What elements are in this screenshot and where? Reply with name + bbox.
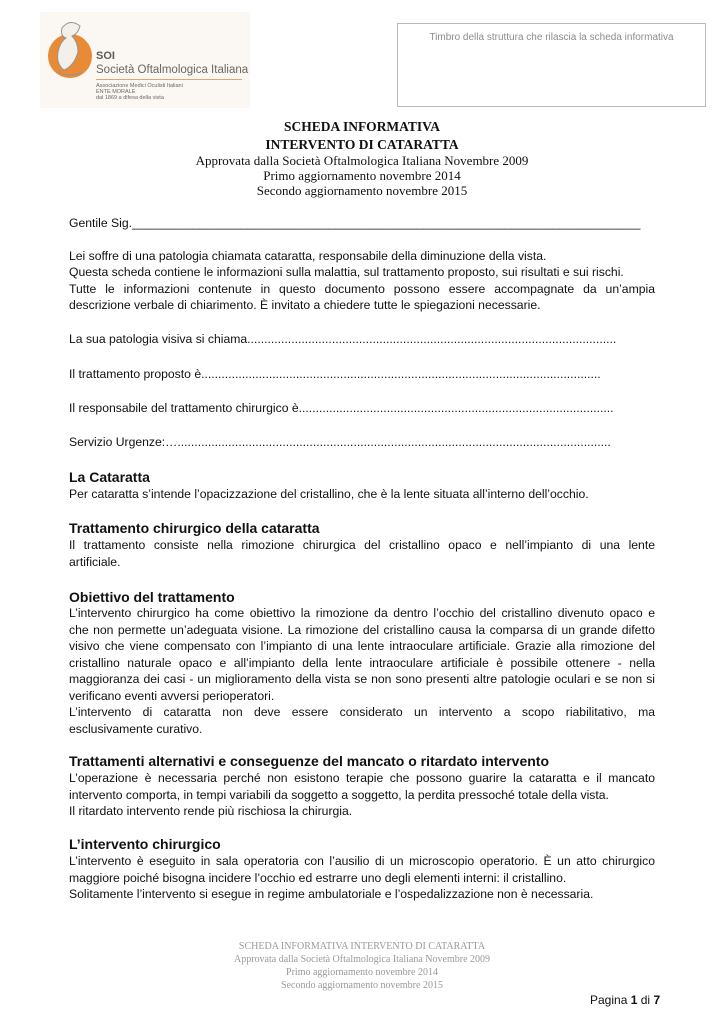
intro-paragraph-3b: descrizione verbale di chiarimento. È invitato a chiedere tutte le spiegazioni necessarie.	[69, 298, 541, 312]
stamp-box	[397, 23, 706, 107]
section-heading-surgery: L’intervento chirurgico	[69, 836, 221, 852]
document-subtitle: INTERVENTO DI CATARATTA	[265, 137, 459, 152]
section-text: L’intervento è eseguito in sala operatoria con l’ausilio di un microscopio operatorio. È un atto chirurgico	[69, 854, 655, 868]
page-separator: di	[640, 993, 651, 1007]
section-text: Per cataratta s’intende l’opacizzazione del cristallino, che è la lente situata all’interno dell’occhio.	[69, 487, 589, 501]
section-text: maggioranza dei casi - un miglioramento della vista se non sono presenti altre patologie oculari e se non si	[69, 672, 655, 686]
section-heading-cataract: La Cataratta	[69, 469, 150, 485]
section-text: L’operazione è necessaria perché non esistono terapie che possono guarire la cataratta e il mancato	[69, 771, 655, 785]
field-pathology: La sua patologia visiva si chiama.............................................................................................................	[69, 332, 617, 346]
section-heading-treatment: Trattamento chirurgico della cataratta	[69, 520, 320, 536]
footer-line-3: Primo aggiornamento novembre 2014	[286, 967, 438, 978]
section-text: L’intervento chirurgico ha come obiettivo la rimozione da dentro l’occhio del cristallino divenuto opaco e	[69, 606, 655, 620]
section-text: Solitamente l’intervento si esegue in regime ambulatoriale e l’ospedalizzazione non è necessaria.	[69, 887, 594, 901]
section-text: L’intervento di cataratta non deve essere considerato un intervento a scopo riabilitativo, ma	[69, 705, 655, 719]
document-title: SCHEDA INFORMATIVA	[284, 119, 440, 134]
intro-paragraph-2: Questa scheda contiene le informazioni sulla malattia, sul trattamento proposto, sui risultati e sui rischi.	[69, 265, 624, 279]
page-total: 7	[653, 993, 661, 1007]
logo-subtitle-2: ENTE MORALE	[96, 89, 136, 95]
soi-logo	[40, 12, 250, 108]
section-text: esclusivamente curativo.	[69, 722, 203, 736]
stamp-label: Timbro della struttura che rilascia la scheda informativa	[429, 32, 674, 43]
section-text: artificiale.	[69, 555, 121, 569]
section-text: che non permette un’adeguata visione. La rimozione del cristallino causa la comparsa di un grande difetto	[69, 623, 655, 637]
logo-subtitle-3: dal 1869 a difesa della vista	[96, 95, 164, 101]
section-text: visivo che viene compensato con l’impianto di una lente intraoculare artificiale. Grazie alla rimozione del	[69, 639, 655, 653]
first-update-line: Primo aggiornamento novembre 2014	[263, 168, 461, 183]
logo-abbrev: SOI	[96, 50, 115, 62]
footer-line-1: SCHEDA INFORMATIVA INTERVENTO DI CATARATTA	[238, 941, 486, 952]
field-surgeon: Il responsabile del trattamento chirurgico è.............................................................................................	[69, 401, 614, 415]
field-emergency: Servizio Urgenze:…................................................................................................................................	[69, 435, 611, 449]
approval-line: Approvata dalla Società Oftalmologica Italiana Novembre 2009	[195, 153, 529, 168]
section-text: verificano eventi avversi perioperatori.	[69, 689, 275, 703]
logo-divider	[96, 79, 242, 80]
logo-name: Società Oftalmologica Italiana	[96, 64, 249, 76]
section-text: Il trattamento consiste nella rimozione chirurgica del cristallino opaco e nell’impianto di una lente	[69, 538, 655, 552]
intro-paragraph-1: Lei soffre di una patologia chiamata cataratta, responsabile della diminuzione della vista.	[69, 249, 547, 263]
section-heading-alternatives: Trattamenti alternativi e conseguenze del mancato o ritardato intervento	[69, 753, 550, 769]
footer-line-4: Secondo aggiornamento novembre 2015	[281, 980, 443, 991]
soi-emblem-icon	[44, 14, 96, 86]
greeting-line: Gentile Sig.___________________________________________________________________________	[69, 216, 641, 230]
footer-line-2: Approvata dalla Società Oftalmologica Italiana Novembre 2009	[233, 954, 491, 965]
section-heading-objective: Obiettivo del trattamento	[69, 589, 235, 605]
section-text: maggiore poiché bisogna incidere l’occhio ed estrarre uno degli elementi interni: il cristallino.	[69, 871, 567, 885]
intro-paragraph-3a: Tutte le informazioni contenute in questo documento possono essere accompagnate da un’ampia	[69, 282, 655, 296]
second-update-line: Secondo aggiornamento novembre 2015	[256, 183, 468, 198]
logo-subtitle-1: Associazione Medici Oculisti Italiani	[96, 83, 183, 89]
page-current: 1	[630, 993, 638, 1007]
section-text: intervento comporta, in tempi variabili da soggetto a soggetto, la perdita pressoché totale della vista.	[69, 788, 609, 802]
section-text: Il ritardato intervento rende più rischiosa la chirurgia.	[69, 804, 353, 818]
page-number	[590, 993, 660, 1007]
field-treatment: Il trattamento proposto è......................................................................................................................	[69, 367, 601, 381]
page-label: Pagina	[590, 993, 628, 1007]
section-text: cristallino naturale opaco e all’impianto della lente intraoculare artificiale è possibile ottenere - nella	[69, 656, 655, 670]
